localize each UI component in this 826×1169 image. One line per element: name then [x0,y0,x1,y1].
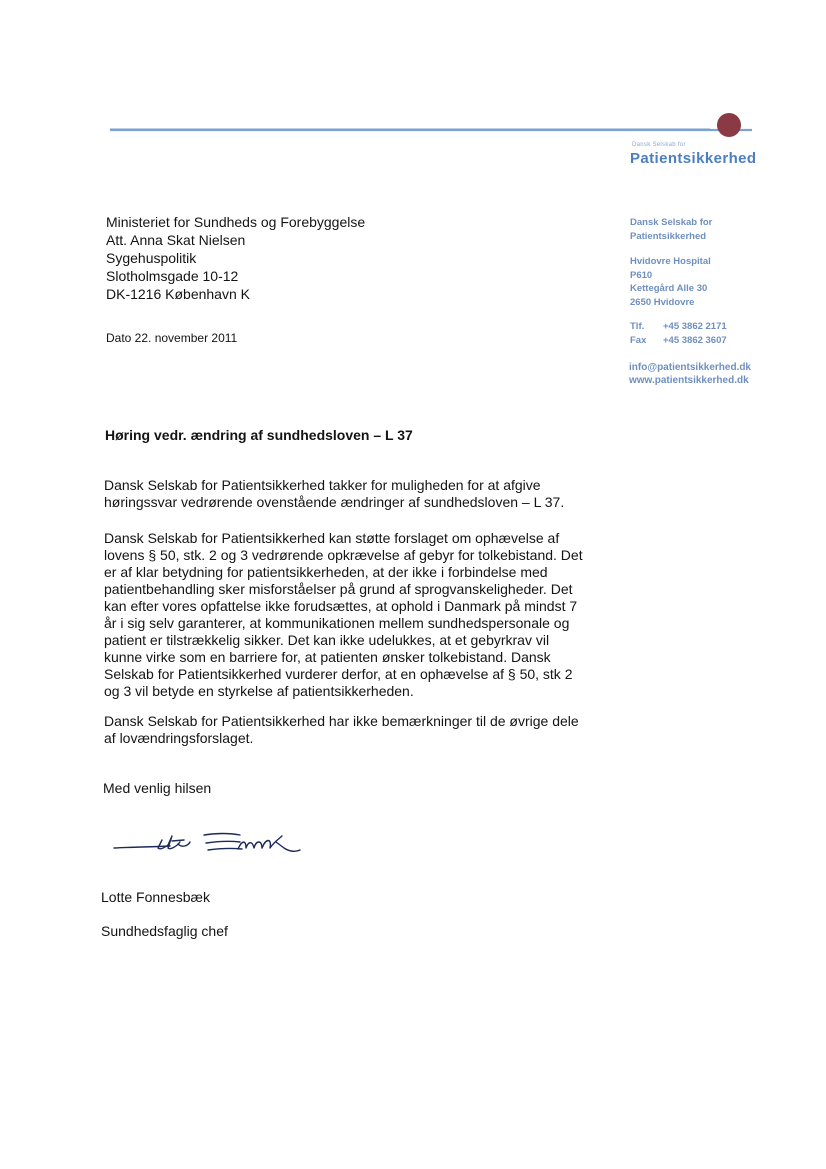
recipient-address [106,213,365,303]
recipient-line: Att. Anna Skat Nielsen [106,232,246,248]
body-paragraph-3 [104,713,614,747]
body-line: og 3 vil betyde en styrkelse af patientsikkerheden. [104,683,414,699]
sender-org-line: Patientsikkerhed [630,230,707,242]
body-line: kan efter vores opfattelse ikke forudsættes, at ophold i Danmark på mindst 7 [104,598,578,614]
phone-number: +45 3862 2171 [663,321,727,332]
sender-web [629,361,751,387]
body-line: er af klar betydning for patientsikkerheden, at der ikke i forbindelse med [104,564,548,580]
fax-number: +45 3862 3607 [663,334,727,346]
logo-dot-icon [716,112,742,138]
body-line: Dansk Selskab for Patientsikkerhed kan støtte forslaget om ophævelse af [104,530,560,546]
body-line: år i sig selv garanterer, at kommunikationen mellem sundhedspersonale og [104,615,570,631]
website-link[interactable]: www.patientsikkerhed.dk [629,375,749,386]
sender-contact [630,320,727,347]
sender-address-line: P610 [630,269,653,281]
phone-row [630,320,727,334]
logo-tagline: Dansk Selskab for [632,142,686,148]
signer-title: Sundhedsfaglig chef [101,923,228,939]
body-line: kunne virke som en barriere for, at patienten ønsker tolkebistand. Dansk [104,649,551,665]
body-paragraph-2 [104,530,614,700]
sender-address [630,255,711,309]
fax-row [630,334,727,348]
body-line: Dansk Selskab for Patientsikkerhed har ikke bemærkninger til de øvrige dele [104,713,579,729]
recipient-line: DK-1216 København K [106,286,250,302]
sender-organization [630,216,712,243]
sender-address-line: Hvidovre Hospital [630,256,711,267]
signature-image [112,828,302,860]
body-line: patientbehandling sker misforståelser på grund af sprogvanskeligheder. Det [104,581,573,597]
recipient-line: Sygehuspolitik [106,250,197,266]
letter-date: Dato 22. november 2011 [106,331,238,345]
logo-wordmark: Patientsikkerhed [630,150,757,167]
body-paragraph-1 [104,477,614,511]
sender-org-line: Dansk Selskab for [630,217,713,228]
header-rule [110,124,752,134]
phone-label: Tlf. [630,321,645,332]
body-line: Dansk Selskab for Patientsikkerhed takker for muligheden for at afgive [104,477,541,493]
body-line: lovens § 50, stk. 2 og 3 vedrørende opkrævelse af gebyr for tolkebistand. Det [104,547,583,563]
signer-name: Lotte Fonnesbæk [101,889,210,905]
body-line: af lovændringsforslaget. [104,730,254,746]
fax-label: Fax [630,334,647,346]
body-line: høringssvar vedrørende ovenstående ændringer af sundhedsloven – L 37. [104,494,565,510]
sender-address-line: 2650 Hvidovre [630,296,695,308]
closing-phrase: Med venlig hilsen [103,780,212,796]
sender-address-line: Kettegård Alle 30 [630,283,708,294]
recipient-line: Ministeriet for Sundheds og Forebyggelse [106,214,366,230]
body-line: Selskab for Patientsikkerhed vurderer derfor, at en ophævelse af § 50, stk 2 [104,666,573,682]
recipient-line: Slotholmsgade 10-12 [106,268,239,284]
body-line: patient er tilstrækkelig sikker. Det kan ikke udelukkes, at et gebyrkrav vil [104,632,550,648]
email-link[interactable]: info@patientsikkerhed.dk [629,362,751,373]
letter-subject: Høring vedr. ændring af sundhedsloven – L 37 [105,427,413,443]
